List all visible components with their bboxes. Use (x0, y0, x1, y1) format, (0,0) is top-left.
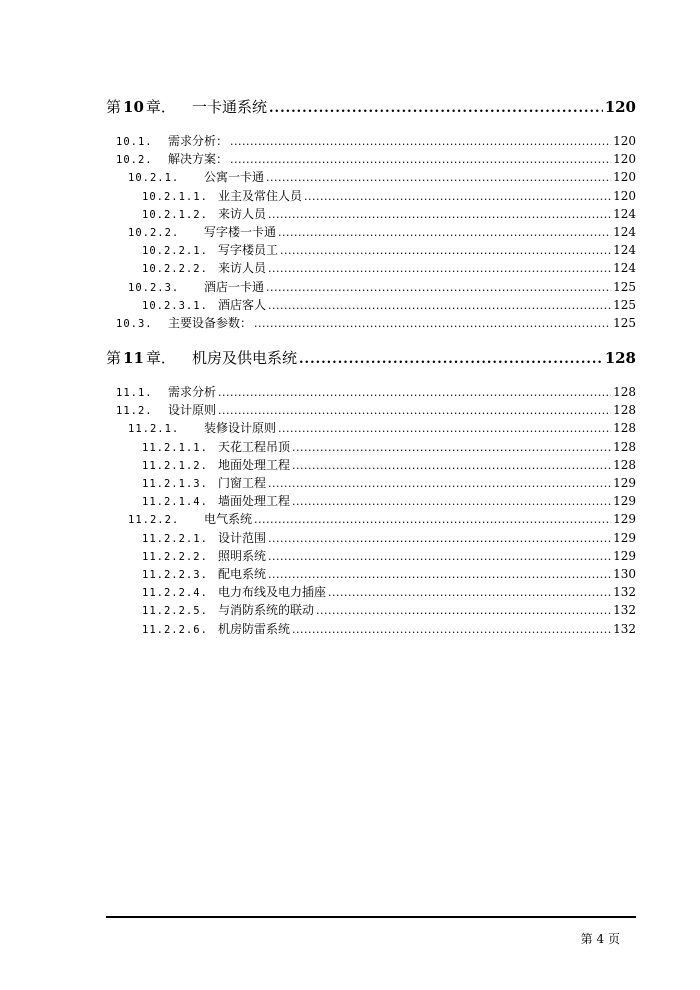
toc-chapter-suffix: 章． (145, 98, 176, 116)
toc-leader-dots (328, 586, 611, 599)
toc-entry-number: 10.2.2. (128, 227, 180, 239)
toc-entry-page: 132 (613, 621, 636, 636)
toc-leader-dots (266, 281, 611, 294)
toc-entry-page: 128 (613, 403, 636, 418)
toc-leader-dots (230, 135, 611, 148)
toc-entry-page: 124 (613, 225, 636, 239)
toc-entry-page: 120 (613, 134, 636, 148)
toc-entry-title: 电力布线及电力插座 (218, 585, 327, 600)
toc-leader-dots (268, 550, 611, 563)
footer-page-number (581, 930, 620, 947)
toc-entry-title: 电气系统 (204, 512, 253, 527)
toc-chapter-page: 128 (604, 349, 636, 367)
toc-leader-dots (268, 477, 611, 490)
toc-entry-title: 来访人员 (218, 261, 267, 276)
toc-entry-number: 10.2.3.1. (142, 299, 208, 312)
toc-leader-dots (268, 299, 611, 312)
toc-leader-dots (254, 513, 611, 526)
toc-entry-number: 10.2.2.1. (142, 245, 208, 258)
toc-entry-number: 11.2.1. (128, 423, 180, 436)
toc-leader-dots (278, 422, 611, 435)
toc-chapter-title: 一卡通系统 (192, 98, 268, 116)
toc-leader-dots (218, 386, 611, 399)
toc-chapter-suffix: 章． (145, 349, 176, 367)
toc-chapter-row[interactable] (106, 347, 636, 368)
toc-entry-number: 11.2.2.4. (142, 587, 208, 600)
toc-chapter-number (106, 347, 192, 368)
toc-entry-page: 129 (613, 548, 636, 563)
toc-entry-page: 132 (613, 585, 636, 600)
toc-entry-number: 11.2.2. (128, 514, 180, 527)
toc-entry-row[interactable] (116, 401, 636, 418)
toc-entry-row[interactable] (128, 168, 636, 185)
toc-entry-row[interactable] (142, 456, 636, 473)
toc-entry-number: 10.2.2.2. (142, 263, 208, 276)
toc-entry-row[interactable] (116, 132, 636, 149)
toc-chapter-title: 机房及供电系统 (192, 349, 298, 367)
toc-entry-row[interactable] (128, 419, 636, 436)
toc-entry-page: 120 (613, 152, 636, 167)
toc-leader-dots (230, 153, 611, 166)
toc-chapter-digit: 11 (123, 349, 144, 367)
toc-entry-page: 128 (613, 421, 636, 436)
toc-entry-number: 11.2.1.4. (142, 496, 208, 509)
toc-entry-title: 天花工程吊顶 (218, 439, 291, 454)
toc-entry-page: 128 (613, 385, 636, 399)
footer-number: 4 (596, 932, 605, 946)
toc-entry-page: 129 (613, 530, 636, 545)
toc-entry-page: 130 (613, 567, 636, 581)
toc-entry-number: 10.2.3. (128, 281, 180, 294)
toc-entry-page: 129 (613, 512, 636, 527)
toc-chapter-prefix: 第 (106, 349, 122, 367)
toc-entry-row[interactable] (116, 383, 636, 400)
toc-entry-title: 与消防系统的联动 (218, 603, 315, 618)
toc-chapter-digit: 10 (123, 98, 144, 116)
toc-entry-number: 10.2. (116, 154, 153, 167)
toc-entry-number: 10.2.1. (128, 172, 180, 185)
toc-leader-dots (292, 495, 611, 508)
toc-entry-title: 写字楼一卡通 (204, 225, 277, 239)
toc-entry-page: 125 (613, 279, 636, 294)
toc-leader-dots (292, 459, 611, 472)
toc-entry-title: 机房防雷系统 (218, 621, 291, 636)
toc-entry-row[interactable] (142, 583, 636, 600)
toc-leader-dots (268, 532, 611, 545)
toc-entry-title: 写字楼员工 (218, 243, 279, 258)
toc-entry-number: 11.1. (116, 387, 153, 399)
toc-entry-row[interactable] (142, 547, 636, 564)
toc-entry-title: 配电系统 (218, 567, 267, 581)
toc-entry-title: 门窗工程 (218, 476, 267, 490)
toc-entry-page: 124 (613, 243, 636, 258)
toc-entry-number: 11.2. (116, 405, 153, 418)
toc-entry-number: 11.2.1.3. (142, 478, 208, 490)
toc-entry-page: 120 (613, 188, 636, 203)
footer-prefix: 第 (580, 932, 593, 946)
toc-entry-number: 10.1. (116, 136, 153, 148)
toc-entry-row[interactable] (142, 205, 636, 222)
toc-leader-dots (268, 568, 611, 581)
toc-entry-title: 业主及常住人员 (218, 188, 303, 203)
toc-entry-page: 124 (613, 206, 636, 221)
toc-entry-row[interactable] (128, 223, 636, 240)
toc-entry-row[interactable] (142, 259, 636, 276)
toc-entry-number: 11.2.2.1. (142, 532, 208, 545)
toc-leader-dots (299, 352, 603, 367)
toc-entry-page: 120 (613, 170, 636, 185)
toc-entry-row[interactable] (142, 492, 636, 509)
toc-entry-title: 酒店客人 (218, 297, 267, 312)
toc-entry-page: 125 (613, 297, 636, 312)
toc-entry-page: 129 (613, 494, 636, 509)
toc-chapter-number (106, 96, 192, 117)
toc-entry-row[interactable] (142, 529, 636, 546)
toc-entry-title: 地面处理工程 (218, 457, 291, 472)
toc-entry-number: 10.3. (116, 318, 153, 330)
toc-entry-number: 11.2.1.1. (142, 441, 208, 454)
toc-leader-dots (268, 208, 611, 221)
toc-entry-row[interactable] (142, 565, 636, 582)
toc-entry-number: 11.2.2.6. (142, 623, 208, 636)
toc-entry-number: 11.2.1.2. (142, 459, 208, 472)
toc-leader-dots (254, 317, 611, 330)
footer-suffix: 页 (607, 932, 620, 946)
toc-entry-row[interactable] (116, 314, 636, 331)
toc-leader-dots (292, 623, 611, 636)
toc-entry-title: 酒店一卡通 (204, 279, 265, 294)
toc-leader-dots (280, 244, 611, 257)
toc-entry-row[interactable] (142, 601, 636, 618)
toc-entry-row[interactable] (128, 278, 636, 295)
toc-entry-number: 10.2.1.1. (142, 190, 208, 203)
toc-chapter-prefix: 第 (106, 98, 122, 116)
toc-leader-dots (266, 171, 611, 184)
toc-entry-number: 11.2.2.5. (142, 605, 208, 618)
toc-entry-row[interactable] (128, 510, 636, 527)
toc-entry-page: 128 (613, 457, 636, 472)
toc-entry-row[interactable] (142, 438, 636, 455)
toc-entry-row[interactable] (142, 241, 636, 258)
toc-chapter-row[interactable] (106, 96, 636, 117)
toc-entry-row[interactable] (142, 620, 636, 637)
toc-entry-number: 10.2.1.2. (142, 208, 208, 221)
toc-entry-title: 设计原则 (168, 403, 217, 418)
toc-entry-page: 132 (613, 603, 636, 618)
toc-leader-dots (304, 190, 611, 203)
toc-entry-page: 125 (613, 316, 636, 330)
toc-entry-title: 装修设计原则 (204, 421, 277, 436)
toc-leader-dots (292, 441, 611, 454)
toc-entry-number: 11.2.2.3. (142, 569, 208, 581)
toc-leader-dots (269, 101, 603, 116)
toc-leader-dots (268, 262, 611, 275)
toc-entry-title: 需求分析 (168, 385, 217, 399)
toc-leader-dots (218, 404, 611, 417)
footer-rule (106, 916, 636, 918)
toc-chapter-page: 120 (604, 98, 636, 116)
toc-entry-page: 128 (613, 439, 636, 454)
toc-entry-page: 124 (613, 261, 636, 276)
toc-entry-title: 照明系统 (218, 548, 267, 563)
toc-entry-title: 公寓一卡通 (204, 170, 265, 185)
toc-entry-row[interactable] (116, 150, 636, 167)
toc-entry-page: 129 (613, 476, 636, 490)
toc-entry-title: 来访人员 (218, 206, 267, 221)
toc-entry-row[interactable] (142, 296, 636, 313)
toc-entry-title: 墙面处理工程 (218, 494, 291, 509)
toc-entry-number: 11.2.2.2. (142, 550, 208, 563)
toc-leader-dots (316, 604, 611, 617)
toc-entry-row[interactable] (142, 187, 636, 204)
toc-entry-title: 需求分析： (168, 134, 229, 148)
toc-leader-dots (278, 226, 611, 239)
toc-entry-title: 主要设备参数： (168, 316, 253, 330)
toc-entry-row[interactable] (142, 474, 636, 491)
toc-entry-title: 设计范围 (218, 530, 267, 545)
toc-entry-title: 解决方案： (168, 152, 229, 167)
